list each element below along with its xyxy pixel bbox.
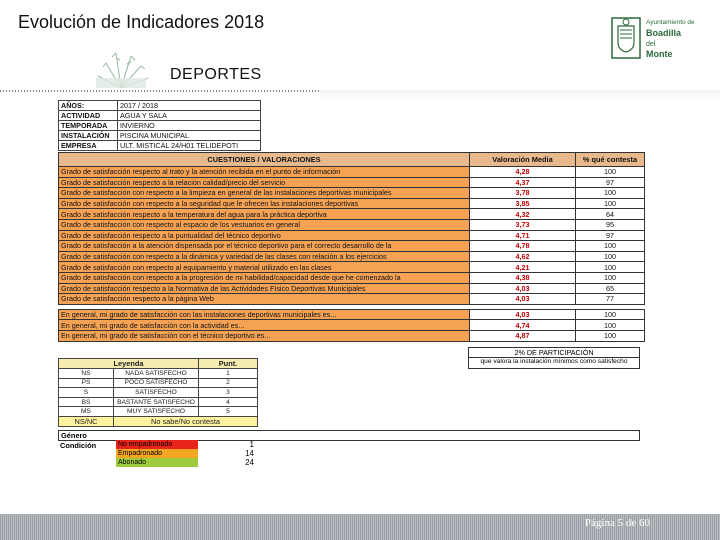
question-row (59, 219, 645, 230)
question-row (59, 283, 645, 294)
header-shade (320, 90, 720, 102)
percent-value: 100 (576, 330, 645, 341)
general-question-row (59, 309, 645, 320)
legend-code: NS/NC (59, 416, 114, 426)
condition-count: 1 (249, 440, 254, 449)
legend-code: PS (59, 378, 114, 388)
info-key: TEMPORADA (59, 121, 118, 131)
average-value: 4,03 (470, 309, 576, 320)
percent-value: 100 (576, 320, 645, 331)
legend-row (59, 397, 258, 407)
general-question-row (59, 320, 645, 331)
svg-text:del: del (646, 41, 656, 48)
question-row (59, 177, 645, 188)
legend-desc: SATISFECHO (114, 388, 199, 398)
legend-row (59, 388, 258, 398)
condition-name: Abonado (116, 458, 198, 467)
participation-note: que valora la instalación mínimos como satisfecho (468, 357, 640, 369)
info-value: AGUA Y SALA (118, 111, 261, 121)
condition-row (116, 458, 256, 467)
svg-text:Boadilla: Boadilla (646, 28, 682, 38)
legend-points: 4 (199, 397, 258, 407)
average-value: 4,21 (470, 262, 576, 273)
condition-row (116, 449, 256, 458)
info-key: EMPRESA (59, 141, 118, 151)
legend-desc: NADA SATISFECHO (114, 369, 199, 379)
legend-code: NS (59, 369, 114, 379)
info-value: INVIERNO (118, 121, 261, 131)
question-text: Grado de satisfacción con respecto a la limpieza en general de las instalaciones deportivas municipales (59, 188, 470, 199)
page-number: Página 5 de 60 (584, 517, 650, 529)
legend-points: 1 (199, 369, 258, 379)
percent-value: 97 (576, 230, 645, 241)
question-text: En general, mi grado de satisfacción con el técnico deportivo es... (59, 330, 470, 341)
average-value: 4,28 (470, 167, 576, 178)
activity-info-table (58, 100, 261, 151)
question-text: Grado de satisfacción respecto a la Normativa de las Actividades Físico Deportivas Municipales (59, 283, 470, 294)
condition-row (116, 440, 256, 449)
questions-header-row (59, 153, 645, 167)
average-value: 4,71 (470, 230, 576, 241)
percent-value: 97 (576, 177, 645, 188)
column-header-average: Valoración Media (470, 153, 576, 167)
legend-header-points: Punt. (199, 359, 258, 369)
info-row (59, 101, 261, 111)
question-text: Grado de satisfacción con respecto a la progresión de mi habilidad/capacidad desde que he comenzado la (59, 272, 470, 283)
condition-name: Empadronado (116, 449, 198, 458)
condition-table (116, 440, 256, 467)
info-row (59, 121, 261, 131)
percent-value: 100 (576, 309, 645, 320)
legend-desc: BASTANTE SATISFECHO (114, 397, 199, 407)
legend-desc: MUY SATISFECHO (114, 407, 199, 417)
percent-value: 100 (576, 241, 645, 252)
question-text: Grado de satisfacción respecto a la relación calidad/precio del servicio (59, 177, 470, 188)
average-value: 4,32 (470, 209, 576, 220)
percent-value: 64 (576, 209, 645, 220)
average-value: 3,78 (470, 188, 576, 199)
column-header-percent: % qué contesta (576, 153, 645, 167)
municipal-logo (610, 12, 710, 64)
question-text: Grado de satisfacción con respecto al equipamiento y material utilizado en las clases (59, 262, 470, 273)
question-row (59, 188, 645, 199)
info-key: AÑOS: (59, 101, 118, 111)
question-row (59, 198, 645, 209)
legend-row (59, 407, 258, 417)
info-value: PISCINA MUNICIPAL (118, 131, 261, 141)
section-subtitle: DEPORTES (170, 66, 262, 83)
question-row (59, 272, 645, 283)
legend-code: MS (59, 407, 114, 417)
percent-value: 100 (576, 272, 645, 283)
question-row (59, 230, 645, 241)
question-row (59, 167, 645, 178)
question-text: En general, mi grado de satisfacción con las instalaciones deportivas municipales es... (59, 309, 470, 320)
legend-header-row (59, 359, 258, 369)
question-text: Grado de satisfacción con respecto a la dinámica y variedad de las clases con relación a los ejercicios (59, 251, 470, 262)
plant-decoration-icon (86, 48, 156, 88)
info-row (59, 141, 261, 151)
percent-value: 65 (576, 283, 645, 294)
column-header-questions: CUESTIONES / VALORACIONES (59, 153, 470, 167)
average-value: 4,62 (470, 251, 576, 262)
legend-desc: POCO SATISFECHO (114, 378, 199, 388)
question-row (59, 262, 645, 273)
question-text: Grado de satisfacción a la atención dispensada por el técnico deportivo para el correcto desarrollo de la (59, 241, 470, 252)
percent-value: 100 (576, 251, 645, 262)
legend-header-title: Leyenda (59, 359, 199, 369)
percent-value: 100 (576, 198, 645, 209)
page-title: Evolución de Indicadores 2018 (18, 12, 265, 32)
questions-body (59, 167, 645, 342)
gender-row: Género (58, 430, 640, 441)
percent-value: 77 (576, 294, 645, 305)
general-question-row (59, 330, 645, 341)
legend-code: S (59, 388, 114, 398)
average-value: 4,03 (470, 294, 576, 305)
average-value: 3,73 (470, 219, 576, 230)
question-text: Grado de satisfacción con respecto al espacio de los vestuarios en general (59, 219, 470, 230)
percent-value: 95 (576, 219, 645, 230)
info-row (59, 131, 261, 141)
legend-points: 3 (199, 388, 258, 398)
question-text: Grado de satisfacción con respecto a la seguridad que le ofrecen las instalaciones deportivas (59, 198, 470, 209)
percent-value: 100 (576, 188, 645, 199)
participation-label: 2% DE PARTICIPACIÓN (468, 347, 640, 358)
info-value: ULT. MISTICAL 24/H01 TELIDEPOTI (118, 141, 261, 151)
condition-count: 24 (245, 458, 254, 467)
info-key: INSTALACIÓN (59, 131, 118, 141)
condition-body (116, 440, 256, 467)
question-row (59, 251, 645, 262)
average-value: 3,85 (470, 198, 576, 209)
info-key: ACTIVIDAD (59, 111, 118, 121)
question-text: Grado de satisfacción respecto a la puntualidad del técnico deportivo (59, 230, 470, 241)
info-value: 2017 / 2018 (118, 101, 261, 111)
question-row (59, 241, 645, 252)
legend-row (59, 378, 258, 388)
legend-points: 2 (199, 378, 258, 388)
legend-points: 5 (199, 407, 258, 417)
average-value: 4,38 (470, 272, 576, 283)
coat-of-arms-icon (610, 12, 710, 64)
questions-table (58, 152, 645, 342)
average-value: 4,37 (470, 177, 576, 188)
average-value: 4,03 (470, 283, 576, 294)
legend-desc: No sabe/No contesta (114, 416, 258, 426)
legend-body (59, 369, 258, 417)
legend-nsnc-row (59, 416, 258, 426)
average-value: 4,74 (470, 320, 576, 331)
percent-value: 100 (576, 262, 645, 273)
average-value: 4,78 (470, 241, 576, 252)
info-row (59, 111, 261, 121)
condition-label: Condición (60, 441, 97, 450)
question-text: En general, mi grado de satisfacción con la actividad es... (59, 320, 470, 331)
svg-text:Ayuntamiento de: Ayuntamiento de (646, 19, 695, 26)
percent-value: 100 (576, 167, 645, 178)
condition-count: 14 (245, 449, 254, 458)
question-text: Grado de satisfacción respecto al trato y la atención recibida en el punto de información (59, 167, 470, 178)
question-row (59, 209, 645, 220)
average-value: 4,87 (470, 330, 576, 341)
question-text: Grado de satisfacción respecto a la temperatura del agua para la práctica deportiva (59, 209, 470, 220)
condition-name: No empadronado (116, 440, 198, 449)
legend-row (59, 369, 258, 379)
legend-table (58, 358, 258, 427)
question-text: Grado de satisfacción respecto a la página Web (59, 294, 470, 305)
svg-text:Monte: Monte (646, 49, 673, 59)
question-row (59, 294, 645, 305)
legend-code: BS (59, 397, 114, 407)
